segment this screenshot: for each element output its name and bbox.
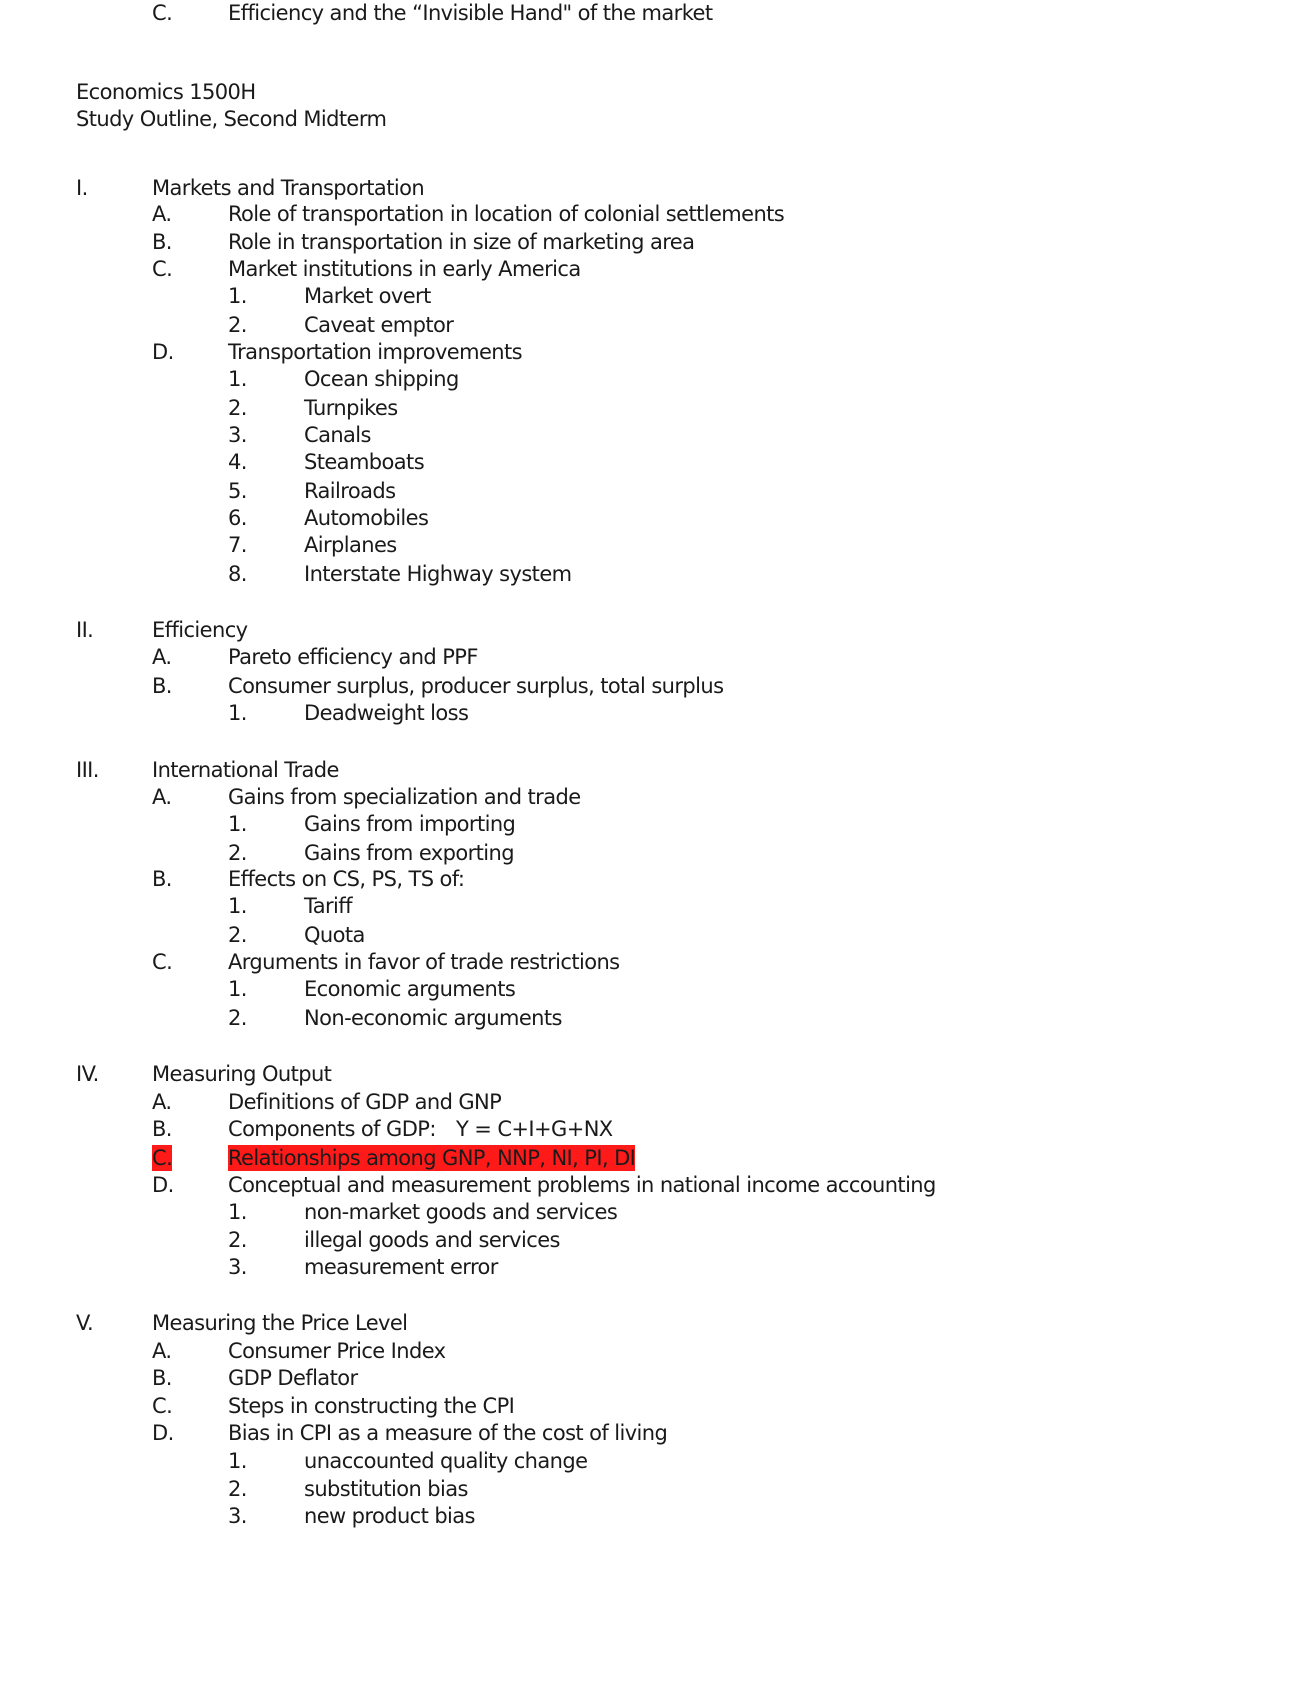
sub-item-number: 1. (228, 812, 247, 836)
sub-item-text: Ocean shipping (304, 367, 459, 391)
outline-item-letter: B. (152, 1117, 172, 1141)
sub-item-text: Economic arguments (304, 977, 516, 1001)
sub-item-text: Tariff (304, 894, 352, 918)
sub-item-text: new product bias (304, 1504, 475, 1528)
outline-item-text: Pareto efficiency and PPF (228, 645, 478, 669)
outline-item-text: GDP Deflator (228, 1366, 358, 1390)
sub-item-text: Deadweight loss (304, 701, 469, 725)
section-numeral: II. (76, 618, 94, 642)
sub-item-text: Gains from exporting (304, 841, 514, 865)
sub-item-number: 3. (228, 423, 247, 447)
outline-item-letter: C. (152, 1394, 173, 1418)
sub-item-text: unaccounted quality change (304, 1449, 588, 1473)
sub-item-number: 4. (228, 450, 247, 474)
outline-item-letter: B. (152, 1366, 172, 1390)
outline-item-text: Definitions of GDP and GNP (228, 1090, 502, 1114)
sub-item-text: Railroads (304, 479, 396, 503)
section-numeral: I. (76, 176, 88, 200)
sub-item-number: 2. (228, 841, 247, 865)
section-numeral: IV. (76, 1062, 99, 1086)
sub-item-number: 2. (228, 396, 247, 420)
outline-item-text: Efficiency and the “Invisible Hand" of the market (228, 1, 713, 25)
outline-item-text: Components of GDP: (228, 1117, 436, 1141)
outline-item-text: Arguments in favor of trade restrictions (228, 950, 620, 974)
outline-item-letter: D. (152, 340, 174, 364)
sub-item-number: 2. (228, 1228, 247, 1252)
section-title: Measuring Output (152, 1062, 332, 1086)
outline-item-letter: C. (152, 950, 173, 974)
outline-item-text: Consumer Price Index (228, 1339, 446, 1363)
section-numeral: III. (76, 758, 99, 782)
outline-item-letter: A. (152, 1090, 172, 1114)
outline-item-text: Market institutions in early America (228, 257, 581, 281)
outline-item-letter: B. (152, 674, 172, 698)
section-title: Efficiency (152, 618, 248, 642)
outline-item-letter: A. (152, 1339, 172, 1363)
outline-item-text: Effects on CS, PS, TS of: (228, 867, 465, 891)
sub-item-text: Market overt (304, 284, 431, 308)
outline-item-text: Transportation improvements (228, 340, 522, 364)
section-title: International Trade (152, 758, 339, 782)
outline-item-text: Role of transportation in location of colonial settlements (228, 202, 785, 226)
sub-item-number: 1. (228, 977, 247, 1001)
sub-item-text: non-market goods and services (304, 1200, 618, 1224)
sub-item-text: Canals (304, 423, 371, 447)
outline-item-text: Consumer surplus, producer surplus, total surplus (228, 674, 724, 698)
section-numeral: V. (76, 1311, 94, 1335)
outline-item-letter: C. (152, 1, 173, 25)
outline-item-letter: C. (152, 257, 173, 281)
outline-item-letter: D. (152, 1421, 174, 1445)
outline-item-text: Bias in CPI as a measure of the cost of living (228, 1421, 668, 1445)
outline-item-text: Conceptual and measurement problems in national income accounting (228, 1173, 936, 1197)
sub-item-text: Gains from importing (304, 812, 516, 836)
outline-item-letter: D. (152, 1173, 174, 1197)
outline-item-text: Steps in constructing the CPI (228, 1394, 515, 1418)
section-title: Markets and Transportation (152, 176, 425, 200)
sub-item-text: Caveat emptor (304, 313, 454, 337)
outline-item-letter: C. (152, 1146, 173, 1170)
sub-item-number: 3. (228, 1504, 247, 1528)
outline-item-letter: A. (152, 785, 172, 809)
outline-item-letter: B. (152, 230, 172, 254)
sub-item-text: illegal goods and services (304, 1228, 560, 1252)
sub-item-number: 6. (228, 506, 247, 530)
course-title: Economics 1500H (76, 80, 256, 104)
sub-item-number: 2. (228, 313, 247, 337)
sub-item-text: measurement error (304, 1255, 498, 1279)
sub-item-text: Turnpikes (304, 396, 398, 420)
gdp-formula: Y = C+I+G+NX (456, 1117, 613, 1141)
sub-item-text: substitution bias (304, 1477, 468, 1501)
sub-item-text: Airplanes (304, 533, 397, 557)
sub-item-number: 2. (228, 1477, 247, 1501)
sub-item-number: 1. (228, 1449, 247, 1473)
sub-item-number: 5. (228, 479, 247, 503)
sub-item-number: 3. (228, 1255, 247, 1279)
sub-item-number: 1. (228, 701, 247, 725)
sub-item-text: Interstate Highway system (304, 562, 572, 586)
section-title: Measuring the Price Level (152, 1311, 408, 1335)
sub-item-number: 1. (228, 367, 247, 391)
sub-item-number: 7. (228, 533, 247, 557)
document-subtitle: Study Outline, Second Midterm (76, 107, 387, 131)
sub-item-text: Non-economic arguments (304, 1006, 562, 1030)
sub-item-text: Steamboats (304, 450, 425, 474)
outline-item-letter: A. (152, 645, 172, 669)
outline-item-text: Gains from specialization and trade (228, 785, 581, 809)
sub-item-number: 2. (228, 1006, 247, 1030)
sub-item-number: 1. (228, 894, 247, 918)
outline-item-text: Relationships among GNP, NNP, NI, PI, DI (228, 1146, 636, 1170)
sub-item-number: 1. (228, 284, 247, 308)
sub-item-number: 1. (228, 1200, 247, 1224)
outline-item-text: Role in transportation in size of marketing area (228, 230, 695, 254)
sub-item-text: Quota (304, 923, 365, 947)
sub-item-number: 8. (228, 562, 247, 586)
outline-item-letter: B. (152, 867, 172, 891)
sub-item-text: Automobiles (304, 506, 429, 530)
sub-item-number: 2. (228, 923, 247, 947)
outline-item-letter: A. (152, 202, 172, 226)
